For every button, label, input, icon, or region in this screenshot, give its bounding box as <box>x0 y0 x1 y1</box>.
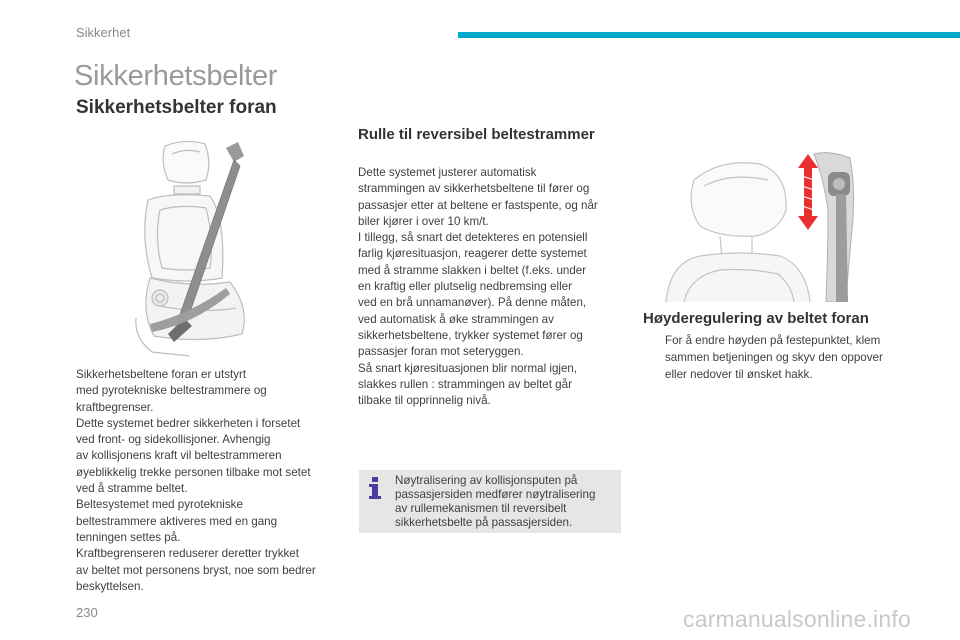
left-line: av beltet mot personens bryst, noe som bedrer <box>76 563 316 577</box>
left-line: Dette systemet bedrer sikkerheten i forsetet <box>76 416 301 430</box>
middle-line: en kraftig eller plutselig nedbremsing eller <box>358 280 572 294</box>
seat-belt-illustration <box>130 138 280 360</box>
info-text <box>395 474 617 530</box>
middle-line: strammingen av sikkerhetsbeltene til fører og <box>358 182 590 196</box>
middle-line: sikkerhetsbeltene, trykker systemet fører og <box>358 328 583 342</box>
middle-line: passasjer etter at beltene er fastspente, og når <box>358 198 598 212</box>
left-body-text <box>76 367 338 595</box>
info-icon <box>367 476 383 500</box>
middle-line: ved automatisk å øke strammingen av <box>358 312 554 326</box>
info-box <box>359 470 621 533</box>
middle-line: ved en brå unnamanøver). På denne måten, <box>358 296 587 310</box>
left-line: kraftbegrenser. <box>76 400 154 414</box>
bullet-list <box>643 332 905 383</box>
info-line: sikkerhetsbelte på passasjersiden. <box>395 516 573 529</box>
header-accent-bar <box>458 32 960 38</box>
section-title: Sikkerhetsbelter foran <box>76 97 277 118</box>
left-line: beskyttelsen. <box>76 579 144 593</box>
info-line: Nøytralisering av kollisjonsputen på <box>395 474 578 487</box>
left-line: med pyrotekniske beltestrammere og <box>76 384 267 398</box>
left-line: ved å stramme beltet. <box>76 482 188 496</box>
watermark: carmanualsonline.info <box>683 606 911 632</box>
page-title: Sikkerhetsbelter <box>74 60 278 92</box>
left-line: Beltesystemet med pyrotekniske <box>76 498 243 512</box>
middle-line: Dette systemet justerer automatisk <box>358 166 537 179</box>
middle-line: farlig kjøresituasjon, reagerer dette systemet <box>358 247 587 261</box>
middle-line: med å stramme slakken i beltet (f.eks. under <box>358 263 587 277</box>
header-section-label: Sikkerhet <box>76 25 131 40</box>
left-line: Sikkerhetsbeltene foran er utstyrt <box>76 368 247 381</box>
bullet-line: eller nedover til ønsket hakk. <box>665 368 813 381</box>
left-line: beltestrammere aktiveres med en gang <box>76 514 278 528</box>
left-line: øyeblikkelig trekke personen tilbake mot setet <box>76 465 311 479</box>
belt-height-adjuster-illustration <box>660 150 882 302</box>
info-line: av rullemekanismen til reversibelt <box>395 502 567 515</box>
list-item <box>643 332 905 383</box>
left-line: ved front- og sidekollisjoner. Avhengig <box>76 433 271 447</box>
left-line: tenningen settes på. <box>76 530 181 544</box>
right-heading: Høyderegulering av beltet foran <box>643 310 869 327</box>
middle-body-text <box>358 165 623 409</box>
page-number: 230 <box>76 605 98 620</box>
info-line: passasjersiden medfører nøytralisering <box>395 488 596 501</box>
middle-line: biler kjører i over 10 km/t. <box>358 214 489 228</box>
middle-line: passasjer foran mot seteryggen. <box>358 345 524 359</box>
up-down-arrow-icon <box>798 154 818 230</box>
middle-line: tilbake til opprinnelig nivå. <box>358 394 491 408</box>
left-line: av kollisjonens kraft vil beltestrammeren <box>76 449 282 463</box>
left-line: Kraftbegrenseren reduserer deretter trykket <box>76 547 299 561</box>
middle-line: I tillegg, så snart det detekteres en potensiell <box>358 231 588 245</box>
middle-line: slakkes rullen : strammingen av beltet går <box>358 377 572 391</box>
bullet-line: For å endre høyden på festepunktet, klem <box>665 334 881 347</box>
bullet-line: sammen betjeningen og skyv den oppover <box>665 351 883 364</box>
middle-heading: Rulle til reversibel beltestrammer <box>358 126 595 143</box>
middle-line: Så snart kjøresituasjonen blir normal igjen, <box>358 361 578 375</box>
